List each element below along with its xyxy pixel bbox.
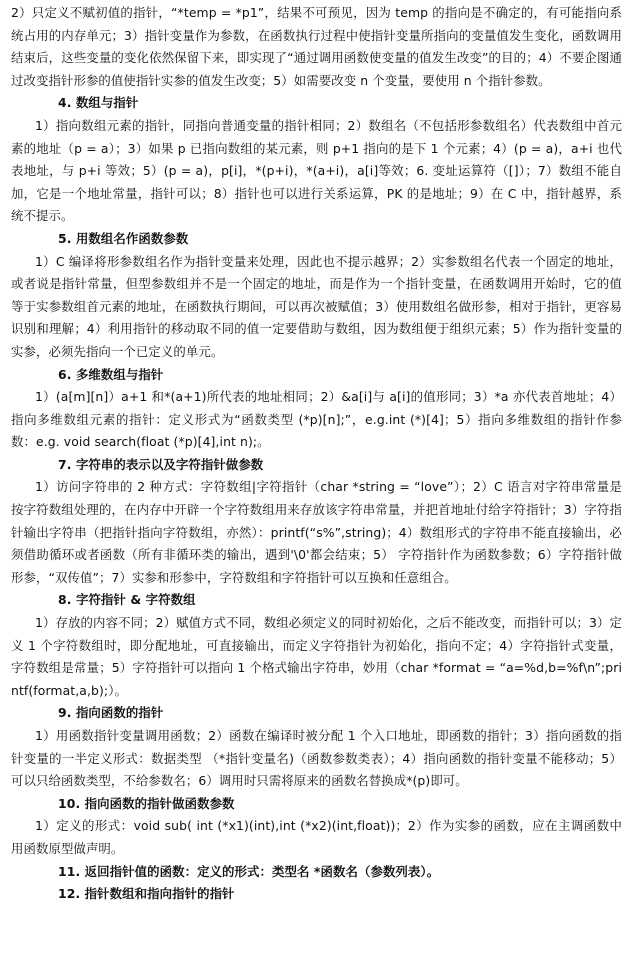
section-body-9: 1）用函数指针变量调用函数；2）函数在编译时被分配 1 个入口地址，即函数的指针；3）指向函数的指针变量的一半定义形式：数据类型 （*指针变量名)（函数参数类表）；4）指向函数的指针变量不能移动；5）可以只给函数类型，不给参数名；6）调用时只需将原来的函数名替换成*(p)即可。 bbox=[11, 728, 622, 789]
section-heading-4: 4. 数组与指针 bbox=[58, 95, 139, 111]
section-body-10: 1）定义的形式：void sub( int (*x1)(int),int (*x2)(int,float))；2）作为实参的函数，应在主调函数中用函数原型做声明。 bbox=[11, 818, 622, 856]
section-heading-8: 8. 字符指针 & 字符数组 bbox=[58, 592, 196, 608]
section-heading-5: 5. 用数组名作函数参数 bbox=[58, 230, 189, 246]
section-heading-10: 10. 指向函数的指针做函数参数 bbox=[58, 795, 235, 811]
section-heading-9: 9. 指向函数的指针 bbox=[58, 705, 164, 721]
section-body-5: 1）C 编译将形参数组名作为指针变量来处理，因此也不提示越界；2）实参数组名代表一个固定的地址，或者说是指针常量，但型参数组并不是一个固定的地址，而是作为一个指针变量，在函数调用开始时，它的值等于实参数组首元素的地址，在函数执行期间，可以再次被赋值；3）使用数组名做形参，相对于指针，更容易识别和理解；4）利用指针的移动取不同的值一定要借助与数组，因为数组便于组织元素；5）作为指针变量的实参，必须先指向一个已定义的单元。 bbox=[11, 253, 622, 359]
section-body-8: 1）存放的内容不同；2）赋值方式不同，数组必须定义的同时初始化，之后不能改变，而指针可以；3）定义 1 个字符数组时，即分配地址，可直接输出，而定义字符指针为初始化，指向不定；4）字符指针式变量，字符数组是常量；5）字符指针可以指向 1 个格式输出字符串，妙用（char *format = “a=%d,b=%f\n”;printf(format,a,b);）。 bbox=[11, 615, 622, 698]
section-body-6: 1）(a[m][n]）a+1 和*(a+1)所代表的地址相同；2）&a[i]与 a[i]的值形同；3）*a 亦代表首地址；4）指向多维数组元素的指针：定义形式为“函数类型 (*p)[n];”，e.g.int (*)[4]；5）指向多维数组的指针作参数：e.g. void search(float (*p)[4],int n);。 bbox=[11, 389, 622, 450]
intro-paragraph: 2）只定义不赋初值的指针，“*temp = *p1”，结果不可预见，因为 temp 的指向是不确定的，有可能指向系统占用的内存单元；3）指针变量作为参数，在函数执行过程中使指针变量所指向的变量值发生变化，函数调用结束后，这些变量的变化依然保留下来，即实现了“通过调用函数使变量的值发生改变”的目的；4）不要企图通过改变指针形参的值使指针实参的值发生改变；5）如需要改变 n 个变量，要使用 n 个指针参数。 bbox=[11, 5, 622, 88]
section-heading-12: 12. 指针数组和指向指针的指针 bbox=[58, 886, 235, 902]
section-body-4: 1）指向数组元素的指针，同指向普通变量的指针相同；2）数组名（不包括形参数组名）代表数组中首元素的地址（p = a）；3）如果 p 已指向数组的某元素，则 p+1 指向的是下 1 个元素；4）(p = a)，a+i 也代表地址，与 p+i 等效；5）(p = a)，p[i]，*(p+i)，*(a+i)，a[i]等效；6. 变址运算符（[]）；7）数组不能自加，它是一个地址常量，指针可以；8）指针也可以进行关系运算，PK 的是地址；9）在 C 中，指针越界，系统不提示。 bbox=[11, 117, 622, 224]
section-body-7: 1）访问字符串的 2 种方式：字符数组|字符指针（char *string = “love”）；2）C 语言对字符串常量是按字符数组处理的，在内存中开辟一个字符数组用来存放该字符串常量，并把首地址付给字符指针；3）字符指针输出字符串（把指针指向字符数组，亦然）：printf(“s%”,string)；4）数组形式的字符串不能直接输出，必须借助循环或者函数（所有非循环类的输出，遇到'\0'都会结束；5） 字符指针作为函数参数；6）字符指针做形参，“双传值”；7）实参和形参中，字符数组和字符指针可以互换和任意组合。 bbox=[11, 479, 622, 585]
section-heading-11: 11. 返回指针值的函数：定义的形式：类型名 *函数名（参数列表）。 bbox=[58, 863, 440, 879]
section-heading-7: 7. 字符串的表示以及字符指针做参数 bbox=[58, 456, 264, 472]
section-heading-6: 6. 多维数组与指针 bbox=[58, 366, 164, 382]
